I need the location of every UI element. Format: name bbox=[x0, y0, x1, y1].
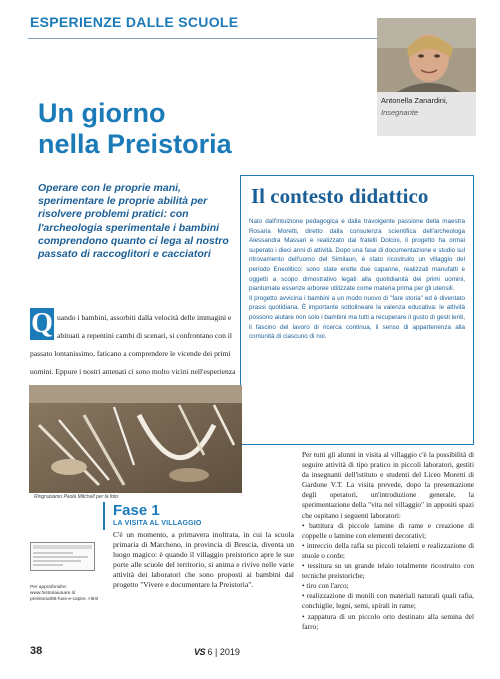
author-role: Insegnante bbox=[381, 108, 419, 117]
further-reading-url[interactable]: www.historiaiunare.it/ preistoria/88-fuss-e-capire. Html bbox=[30, 591, 99, 603]
title-line-1: Un giorno bbox=[38, 98, 166, 128]
article-intro: Operare con le proprie mani, sperimentare le proprie abilità per risolvere problemi pratici: con l'archeologia sperimentale i bambini comprendono quanto ci lega al nostro passato di raccoglitori e cacciatori bbox=[38, 182, 229, 261]
author-info bbox=[377, 92, 476, 136]
photo-caption: Ringraziamo Paola Mitchell per la foto bbox=[34, 494, 119, 500]
page-number: 38 bbox=[30, 645, 43, 657]
context-box bbox=[240, 175, 474, 445]
context-paragraph: Nato dall'intuizione pedagogica e dalla travolgente passione della maestra Rosaria Moretti, diretto dalla consulenza scientifica dell'archeologa Alessandra Massari e realizzato dai fratelli Dolcini, il progetto ha ormai superato i dieci anni di attività. Dopo una fase di documentazione e studio sul ritrovamento dell'uomo del Similaun, è stato ricostruito un villaggio del periodo Eneolitico: sono state erette due capanne, realizzati manufatti e oggetti a scopo dimostrativo legati alla quotidianità dei primi uomini, piantumate essenze arboree utilizzate come materia prima per gli utensili. bbox=[249, 218, 465, 293]
title-line-2: nella Preistoria bbox=[38, 129, 232, 159]
right-column bbox=[302, 450, 474, 632]
further-reading bbox=[30, 542, 104, 604]
author-name: Antonella Zanardini, bbox=[381, 96, 448, 105]
lab-item: • zappatura di un piccolo orto destinato alla semina del farro; bbox=[302, 611, 474, 631]
artifacts-photo bbox=[29, 385, 242, 493]
lab-item: • battitura di piccole lamine di rame e creazione di coppelle o lamine con elementi decorativi; bbox=[302, 520, 474, 540]
header-divider bbox=[28, 38, 378, 39]
right-column-intro: Per tutti gli alunni in visita al villaggio c'è la possibilità di seguire attività di tipo pratico in piccoli laboratori, gestiti da insegnanti dell'istituto e studenti del Liceo Moretti di Gardone V.T. La visita prevede, dopo la presentazione degli operatori, un'introduzione generale, la sperimentazione della "vita nel villaggio" in appositi spazi che ospitano i seguenti laboratori: bbox=[302, 450, 474, 520]
fase-title: Fase 1 bbox=[113, 502, 160, 519]
lab-item: • tiro con l'arco; bbox=[302, 581, 349, 591]
article-title bbox=[38, 98, 368, 160]
lab-item: • tessitura su un grande telaio totalmente ricostruito con tecniche preistoriche; bbox=[302, 561, 474, 581]
issue-number: 6 | 2019 bbox=[207, 647, 240, 657]
fase-text: C'è un momento, a primavera inoltrata, in cui la scuola primaria di Marcheno, in provincia di Brescia, diventa un luogo magico: è quando il villaggio preistorico apre le sue porte alle scuole del territorio, si anima e rivive nelle varie attività dei laboratori che sono proposti ai bambini dal progetto "Vivere e documentare la Preistoria". bbox=[113, 530, 294, 589]
further-reading-text bbox=[30, 585, 104, 604]
context-paragraph: Il progetto avvicina i bambini a un modo nuovo di "fare storia" ed è diventato prassi quotidiana. È importante sottolineare la valenza educativa: le attività possono aiutare non solo i bambini ma tutti a recuperare il gusto di gesti lenti, il fascino del lavoro di ricerca continua, il senso di appartenenza alla comunità di ciascuno di noi. bbox=[249, 294, 465, 341]
author-photo bbox=[377, 18, 476, 92]
fase-accent-bar bbox=[103, 502, 105, 530]
website-thumbnail bbox=[30, 542, 95, 571]
dropcap: Q bbox=[31, 308, 53, 339]
section-label: ESPERIENZE DALLE SCUOLE bbox=[30, 14, 239, 30]
lab-item: • intreccio della rafia su piccoli telaietti e realizzazione di stuole o corde; bbox=[302, 540, 474, 560]
further-reading-label: Per approfondire: bbox=[30, 585, 68, 590]
magazine-issue bbox=[194, 647, 240, 657]
magazine-logo: VS bbox=[194, 647, 206, 657]
context-title: Il contesto didattico bbox=[251, 184, 429, 208]
lab-item: • realizzazione di monili con materiali naturali quali rafia, conchiglie, legni, semi, spirali in rame; bbox=[302, 591, 474, 611]
fase-subtitle: LA VISITA AL VILLAGGIO bbox=[113, 520, 202, 527]
lead-text: uando i bambini, assorbiti dalla velocità delle immagini e abituati a repentini cambi di scenari, si confrontano con il passato lontanissimo, faticano a comprendere le vicende dei primi uomini. Eppure i nostri antenati ci sono molto vicini nell'esperienza bbox=[30, 313, 236, 376]
